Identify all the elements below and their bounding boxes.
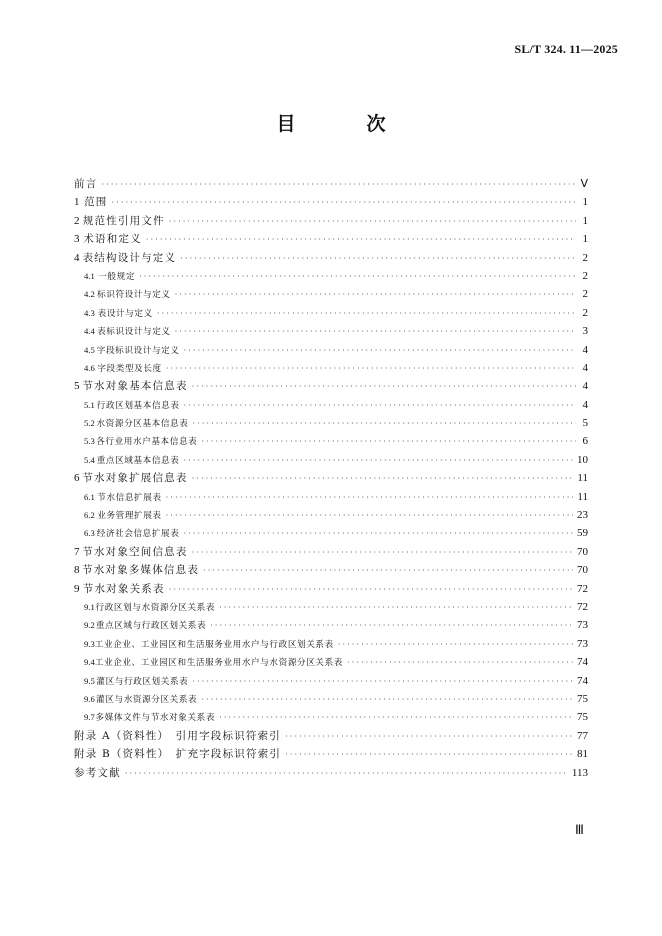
toc-entry[interactable] [74,690,588,708]
toc-entry-number: 4.4 [84,326,95,337]
dot-leader [285,728,573,746]
toc-entry-page: 72 [577,600,588,613]
toc-entry-number: 7 [74,545,80,558]
toc-entry-number: 4.6 [84,362,95,373]
toc-entry-title: 节水信息扩展表 [97,492,162,503]
toc-entry-title: 表结构设计与定义 [82,251,177,264]
toc-entry[interactable] [74,598,588,616]
toc-entry[interactable] [74,708,588,726]
toc-entry-title: 重点区域基本信息表 [96,455,180,466]
toc-entry-page: 74 [577,656,588,669]
dot-leader [192,673,573,691]
toc-entry-title: 工业企业、工业园区和生活服务业用水户与水资源分区关系表 [94,658,343,669]
dot-leader [338,636,573,654]
toc-entry[interactable] [74,212,588,230]
toc-entry-page: 75 [577,711,588,724]
toc-entry-number: 4.5 [84,344,95,355]
toc-entry-number: 5.4 [84,454,95,465]
toc-entry-page: 4 [582,343,588,356]
toc-entry-number: 4.1 [84,270,95,281]
toc-entry-number: 4 [74,251,80,264]
toc-entry-number: 3 [74,233,80,246]
toc-entry[interactable] [74,616,588,634]
toc-entry[interactable] [74,543,588,561]
dot-leader [175,323,576,341]
dot-leader [219,599,573,617]
toc-entry-page: 4 [582,380,588,393]
toc-entry-title: 水资源分区基本信息表 [96,419,189,430]
toc-entry-number: 5.2 [84,418,95,429]
toc-entry-page: 1 [582,233,588,246]
toc-entry-number: 5.1 [84,399,95,410]
toc-entry-title: 节水对象基本信息表 [82,380,188,393]
dot-leader [157,305,576,323]
toc-entry-page: 5 [582,417,588,430]
toc-entry-title: 一般规定 [98,271,136,282]
toc-entry-title: 字段类型及长度 [97,363,162,374]
toc-entry[interactable] [74,175,588,193]
toc-entry-number: 9.2 [84,620,95,631]
dot-leader [183,525,573,543]
toc-entry-page: 73 [577,619,588,632]
dot-leader [169,213,576,231]
toc-entry-number: 9.4 [84,657,95,668]
dot-leader [125,765,568,783]
toc-entry[interactable] [74,377,588,395]
toc-entry[interactable] [74,322,588,340]
dot-leader [184,397,576,415]
toc-entry[interactable] [74,249,588,267]
toc-entry-page: Ⅴ [580,178,588,190]
dot-leader [180,250,576,268]
toc-entry-title: 表设计与定义 [97,308,153,319]
toc-entry-number: 1 [74,196,80,209]
toc-entry-page: 11 [577,472,588,485]
toc-entry[interactable] [74,451,588,469]
toc-entry[interactable] [74,488,588,506]
toc-entry-number: 9 [74,582,80,595]
toc-entry-page: 4 [582,398,588,411]
toc-entry-page: 6 [582,435,588,448]
toc-entry-title: 重点区域与行政区划关系表 [95,621,207,632]
toc-entry[interactable] [74,359,588,377]
table-of-contents [74,175,588,782]
toc-entry-title: 节水对象多媒体信息表 [82,564,200,577]
dot-leader [166,489,574,507]
toc-entry-title: 标识符设计与定义 [97,290,171,301]
toc-entry-number: 5 [74,380,80,393]
toc-entry-number: 9.3 [84,638,95,649]
dot-leader [285,746,573,764]
toc-entry-title: 附录 A（资料性） 引用字段标识符索引 [74,729,281,742]
dot-leader [166,507,573,525]
toc-entry-number: 9.6 [84,693,95,704]
dot-leader [201,433,576,451]
toc-entry[interactable] [74,267,588,285]
toc-entry-page: 2 [582,269,588,282]
toc-entry[interactable] [74,414,588,432]
toc-entry-number: 6.1 [84,491,95,502]
toc-entry-title: 多媒体文件与节水对象关系表 [95,713,216,724]
dot-leader [101,176,576,194]
toc-entry-page: 2 [582,306,588,319]
dot-leader [210,617,573,635]
toc-entry-page: 113 [571,766,588,779]
toc-entry[interactable] [74,727,588,745]
toc-entry-number: 9.5 [84,675,95,686]
toc-entry-page: 75 [577,692,588,705]
toc-entry-number: 4.2 [84,289,95,300]
dot-leader [169,581,573,599]
toc-entry-title: 规范性引用文件 [82,214,165,227]
toc-entry-number: 4.3 [84,307,95,318]
dot-leader [139,268,576,286]
toc-entry[interactable] [74,635,588,653]
toc-entry-page: 74 [577,674,588,687]
dot-leader [203,562,573,580]
dot-leader [192,378,576,396]
page-title: 目 次 [276,113,412,135]
toc-entry[interactable] [74,432,588,450]
toc-entry-title: 字段标识设计与定义 [96,345,180,356]
dot-leader [183,452,573,470]
toc-entry-number: 2 [74,214,80,227]
toc-entry-title: 前言 [74,178,98,190]
toc-entry-page: 72 [577,582,588,595]
toc-entry-page: 73 [577,637,588,650]
toc-entry-number: 6.3 [84,528,95,539]
toc-entry[interactable] [74,745,588,763]
toc-entry-title: 术语和定义 [83,233,142,246]
toc-entry-title: 范围 [84,196,108,209]
toc-entry-number: 9.1 [84,601,95,612]
toc-entry-title: 表标识设计与定义 [97,327,171,338]
toc-entry[interactable] [74,764,588,782]
toc-entry[interactable] [74,193,588,211]
toc-entry-page: 1 [582,214,588,227]
toc-entry-page: 59 [577,527,588,540]
dot-leader [192,470,574,488]
dot-leader [111,194,576,212]
toc-entry[interactable] [74,304,588,322]
toc-entry-title: 节水对象关系表 [82,582,165,595]
toc-entry-page: 23 [577,509,588,522]
toc-entry-number: 6.2 [84,510,95,521]
toc-entry-page: 81 [577,748,588,761]
toc-entry-title: 参考文献 [74,766,121,779]
toc-entry[interactable] [74,561,588,579]
toc-entry-title: 经济社会信息扩展表 [96,529,180,540]
page-number: Ⅲ [575,822,584,837]
toc-entry-title: 各行业用水户基本信息表 [96,437,198,448]
toc-entry[interactable] [74,469,588,487]
toc-entry-page: 10 [577,453,588,466]
dot-leader [146,231,576,249]
toc-entry[interactable] [74,285,588,303]
toc-entry[interactable] [74,580,588,598]
toc-entry[interactable] [74,524,588,542]
dot-leader [219,709,573,727]
toc-entry-page: 3 [582,325,588,338]
toc-entry-title: 行政区划与水资源分区关系表 [95,602,216,613]
dot-leader [347,654,573,672]
dot-leader [175,286,576,304]
toc-entry-title: 工业企业、工业园区和生活服务业用水户与行政区划关系表 [94,639,334,650]
toc-entry-number: 5.3 [84,436,95,447]
toc-entry-title: 节水对象空间信息表 [82,545,188,558]
toc-entry-title: 灌区与水资源分区关系表 [96,694,198,705]
toc-entry-page: 4 [582,361,588,374]
toc-entry[interactable] [74,506,588,524]
toc-entry-title: 行政区划基本信息表 [96,400,180,411]
toc-entry-page: 70 [577,564,588,577]
toc-entry[interactable] [74,230,588,248]
toc-entry-title: 附录 B（资料性） 扩充字段标识符索引 [74,748,282,761]
standard-code: SL/T 324. 11—2025 [514,42,618,56]
toc-entry-number: 8 [74,564,80,577]
toc-entry[interactable] [74,341,588,359]
dot-leader [192,544,573,562]
dot-leader [201,691,573,709]
toc-entry-number: 9.7 [84,712,95,723]
toc-entry-title: 节水对象扩展信息表 [82,472,188,485]
toc-entry-page: 77 [577,729,588,742]
dot-leader [184,342,576,360]
toc-entry-page: 1 [582,196,588,209]
toc-entry-number: 6 [74,472,80,485]
dot-leader [166,360,576,378]
toc-entry[interactable] [74,672,588,690]
toc-entry-page: 2 [582,288,588,301]
toc-entry-page: 2 [582,251,588,264]
toc-entry-title: 灌区与行政区划关系表 [96,676,189,687]
toc-entry-page: 70 [577,545,588,558]
toc-entry[interactable] [74,396,588,414]
toc-entry-title: 业务管理扩展表 [97,511,162,522]
dot-leader [192,415,576,433]
toc-entry[interactable] [74,653,588,671]
toc-entry-page: 11 [577,490,588,503]
